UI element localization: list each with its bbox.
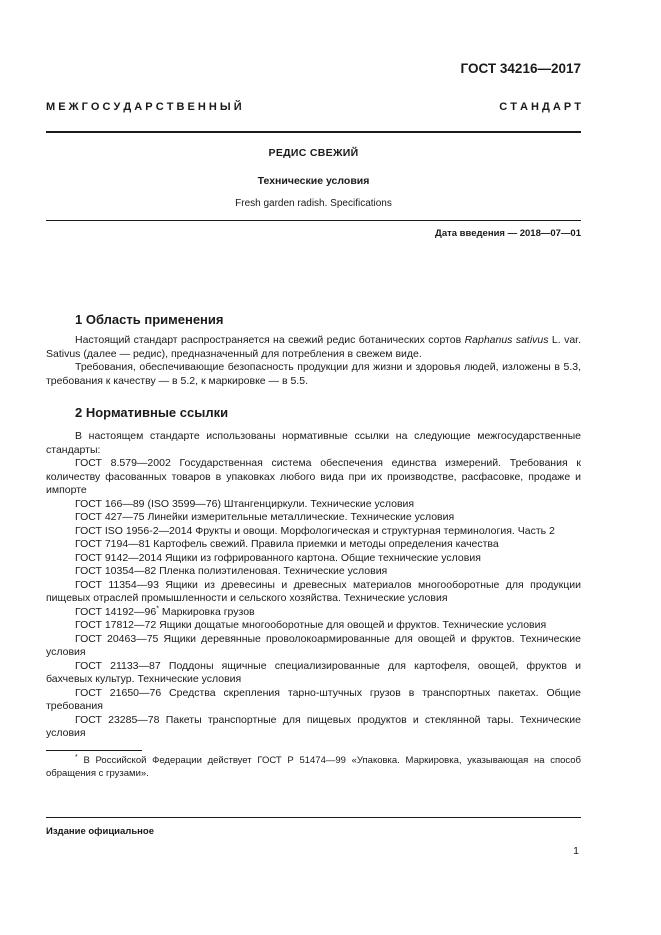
section-2-body (46, 430, 581, 741)
section-2-intro: В настоящем стандарте использованы нормативные ссылки на следующие межгосударственные стандарты: (46, 430, 581, 456)
reference-item (46, 606, 581, 620)
reference-item: ГОСТ 23285—78 Пакеты транспортные для пищевых продуктов и стеклянной тары. Технические условия (46, 713, 581, 739)
section-1-body (46, 334, 581, 388)
document-code: ГОСТ 34216—2017 (460, 61, 581, 76)
text-run: Настоящий стандарт распространяется на свежий редис ботанических сортов (75, 334, 465, 346)
footnote-text (46, 754, 581, 780)
reference-item: ГОСТ 21650—76 Средства скрепления тарно-штучных грузов в транспортных пакетах. Общие требования (46, 686, 581, 712)
reference-item: ГОСТ 8.579—2002 Государственная система обеспечения единства измерений. Требования к количеству фасованных товаров в упаковках любого вида при их производстве, расфасовке, продаже и импорте (46, 457, 581, 496)
section-1-heading: 1 Область применения (75, 312, 224, 327)
introduction-date: Дата введения — 2018—07—01 (435, 228, 581, 239)
footnote-mark: * (156, 605, 159, 612)
footnote (46, 754, 581, 780)
reference-item: ГОСТ 7194—81 Картофель свежий. Правила приемки и методы определения качества (75, 538, 499, 550)
reference-item: ГОСТ 20463—75 Ящики деревянные проволокоармированные для овощей и фруктов. Технические условия (46, 632, 581, 658)
section-2-heading: 2 Нормативные ссылки (75, 405, 229, 420)
species-name: Raphanus sativus (464, 334, 549, 346)
page-number: 1 (573, 845, 579, 857)
official-edition-label: Издание официальное (46, 826, 154, 837)
reference-item: ГОСТ 9142—2014 Ящики из гофрированного картона. Общие технические условия (75, 551, 481, 564)
footnote-mark: * (75, 753, 78, 761)
reference-item: ГОСТ 166—89 (ISO 3599—76) Штангенциркули. Технические условия (75, 497, 415, 510)
reference-item: ГОСТ 21133—87 Поддоны ящичные специализированные для картофеля, овощей, фруктов и бахчевых культур. Технические условия (46, 659, 581, 685)
section-1-paragraph-1 (46, 334, 581, 361)
reference-item: ГОСТ 427—75 Линейки измерительные металлические. Технические условия (75, 511, 455, 523)
title-rule (46, 220, 581, 221)
document-title: РЕДИС СВЕЖИЙ (268, 147, 359, 159)
interstate-standard-banner (46, 101, 581, 113)
footer-rule (46, 817, 581, 818)
reference-item: ГОСТ ISO 1956-2—2014 Фрукты и овощи. Морфологическая и структурная терминология. Часть 2 (75, 524, 555, 537)
text-run: Маркировка грузов (158, 605, 255, 618)
text-run: В Российской Федерации действует ГОСТ Р 51474—99 «Упаковка. Маркировка, указывающая на способ обращения с грузами». (46, 755, 581, 779)
footnote-rule (46, 750, 142, 751)
section-1-paragraph-2: Требования, обеспечивающие безопасность продукции для жизни и здоровья людей, изложены в 5.3, требования к качеству — в 5.2, к маркировке — в 5.5. (46, 361, 581, 387)
text-run: ГОСТ 14192—96 (75, 605, 157, 618)
header-rule (46, 131, 581, 133)
document-title-english: Fresh garden radish. Specifications (235, 198, 392, 209)
reference-item: ГОСТ 11354—93 Ящики из древесины и древесных материалов многооборотные для продукции пищевых отраслей промышленности и сельского хозяйства. Технические условия (46, 578, 581, 604)
document-subtitle: Технические условия (257, 175, 370, 187)
banner-word-standard: С Т А Н Д А Р Т (499, 101, 581, 113)
banner-word-interstate: М Е Ж Г О С У Д А Р С Т В Е Н Н Ы Й (46, 101, 242, 113)
reference-item: ГОСТ 17812—72 Ящики дощатые многооборотные для овощей и фруктов. Технические условия (75, 619, 547, 631)
reference-item: ГОСТ 10354—82 Пленка полиэтиленовая. Технические условия (75, 565, 388, 577)
text-run: L. var. Sativus (далее — редис), предназначенный для потребления в свежем виде. (46, 334, 581, 360)
